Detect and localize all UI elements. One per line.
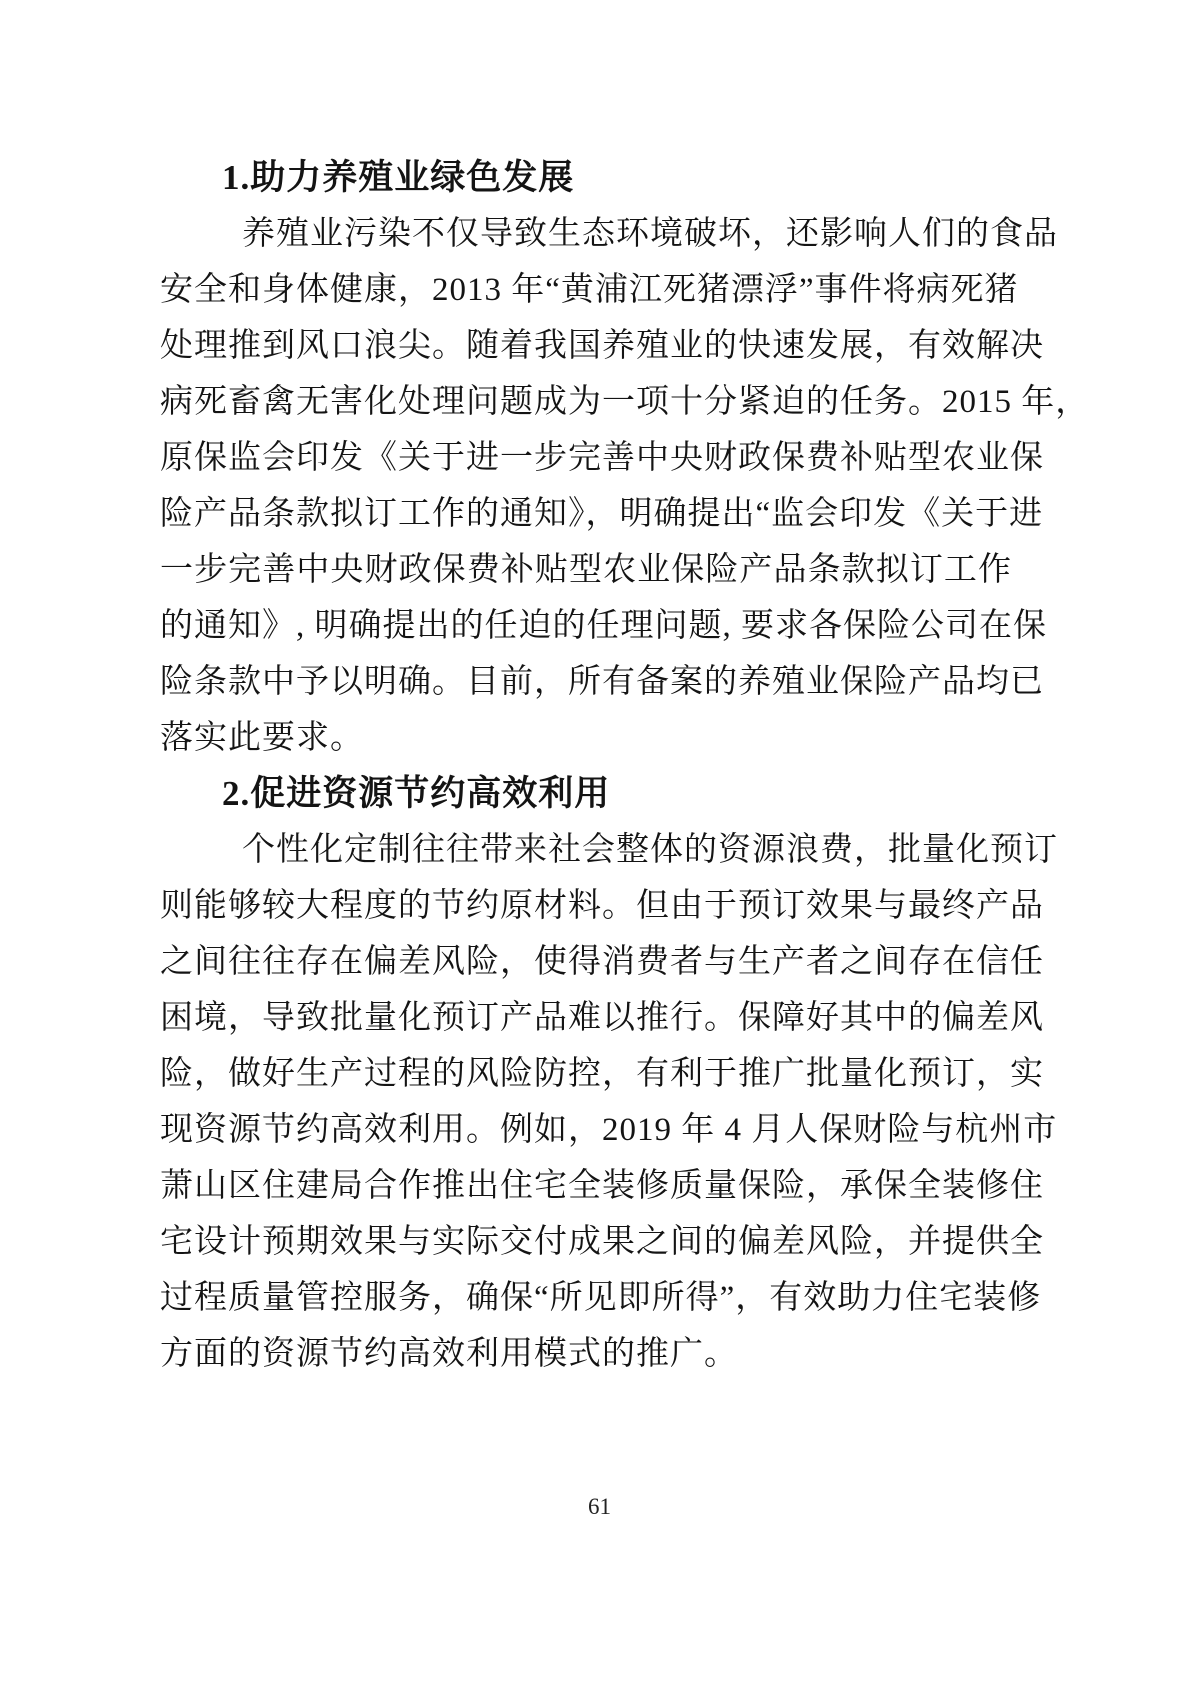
text-line: 安全和身体健康，2013 年“黄浦江死猪漂浮”事件将病死猪 [160,272,1019,308]
text-block [160,150,1090,1382]
text-line: 落实此要求。 [160,720,364,756]
text-line: 方面的资源节约高效利用模式的推广。 [160,1336,738,1372]
text-line: 困境，导致批量化预订产品难以推行。保障好其中的偏差风 [160,1000,1044,1036]
text-line: 的通知》, 明确提出的任迫的任理问题, 要求各保险公司在保 [160,608,1047,644]
section-1-heading: 1.助力养殖业绿色发展 [222,158,575,197]
text-line: 处理推到风口浪尖。随着我国养殖业的快速发展，有效解决 [160,328,1044,364]
text-line: 过程质量管控服务，确保“所见即所得”，有效助力住宅装修 [160,1280,1042,1316]
text-line: 原保监会印发《关于进一步完善中央财政保费补贴型农业保 [160,440,1044,476]
page-number: 61 [588,1494,611,1519]
text-line: 个性化定制往往带来社会整体的资源浪费，批量化预订 [242,832,1058,868]
text-line: 病死畜禽无害化处理问题成为一项十分紧迫的任务。2015 年， [160,384,1090,420]
text-line: 宅设计预期效果与实际交付成果之间的偏差风险，并提供全 [160,1224,1044,1260]
text-line: 现资源节约高效利用。例如，2019 年 4 月人保财险与杭州市 [160,1112,1058,1148]
text-line: 险产品条款拟订工作的通知》，明确提出“监会印发《关于进 [160,496,1044,532]
text-line: 险条款中予以明确。目前，所有备案的养殖业保险产品均已 [160,664,1044,700]
section-2-heading: 2.促进资源节约高效利用 [222,774,611,813]
text-line: 则能够较大程度的节约原材料。但由于预订效果与最终产品 [160,888,1044,924]
text-line: 一步完善中央财政保费补贴型农业保险产品条款拟订工作 [160,552,1012,588]
text-line: 险，做好生产过程的风险防控，有利于推广批量化预订，实 [160,1056,1044,1092]
text-line: 萧山区住建局合作推出住宅全装修质量保险，承保全装修住 [160,1168,1044,1204]
text-line: 之间往往存在偏差风险，使得消费者与生产者之间存在信任 [160,944,1044,980]
text-line: 养殖业污染不仅导致生态环境破坏，还影响人们的食品 [242,216,1058,252]
